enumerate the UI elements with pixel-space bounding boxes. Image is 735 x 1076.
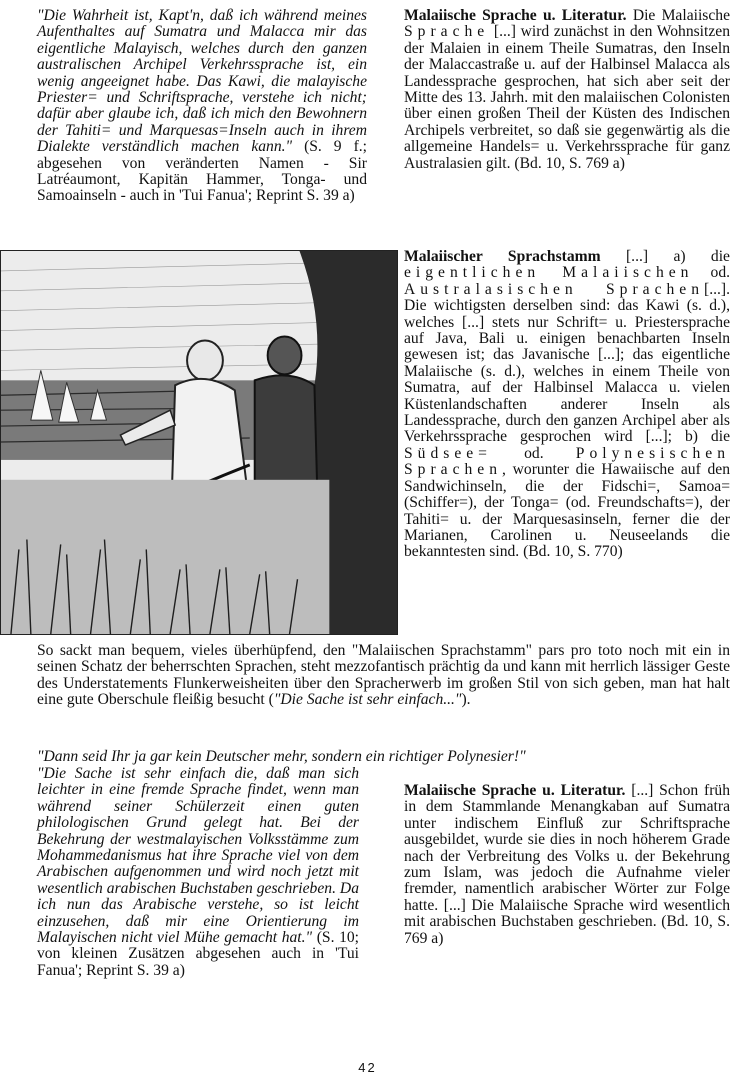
entry-heading: Malaiischer Sprachstamm <box>404 248 601 265</box>
spaced-term: Sprache <box>404 23 490 41</box>
engraving-illustration <box>1 251 397 634</box>
quote-source: (S. 9 f.; abgesehen von veränderten Namen - Sir Latréaumont, Kapitän Hammer, Tonga- und Samoainseln - auch in 'Tui Fanua'; Reprint S. 39 a) <box>37 138 368 205</box>
entry-text: od. <box>693 264 731 282</box>
commentary-paragraph <box>37 643 730 709</box>
spaced-term: eigentlichen Malaiischen <box>404 264 694 282</box>
commentary-text: So sackt man bequem, vieles überhüpfend, den "Malaiischen Sprachstamm" pars pro toto noch mit ein in seinen Schatz der beherrschten Sprachen, steht mezzofantisch prächtig da und kann mit herrlich lässiger Geste des Understatements Flunkerweisheiten über den Spracherwerb im großen Stil von sich geben, man hat halt eine gute Oberschule fleißig besucht ( <box>37 642 730 709</box>
spaced-term: Südsee= <box>404 444 492 462</box>
lexicon-entry-literatur-2 <box>404 783 730 947</box>
spaced-term: Polynesischen Sprachen <box>404 444 730 479</box>
entry-heading: Malaiische Sprache u. Literatur. <box>404 7 627 24</box>
spaced-term: Australasischen Sprachen <box>404 280 705 298</box>
illustration-two-men-at-shore <box>0 250 398 635</box>
entry-text: , worunter die Hawaiische auf den Sandwichinseln, die der Fidschi=, Samoa= (Schiffer=), der Tonga= (od. Freundschafts=), der Tahiti= u. der Marquesasinseln, ferner die der Marianen, Carolinen u. Neuseelands die bekanntesten sind. (Bd. 10, S. 770) <box>404 461 730 561</box>
inline-quote: "Die Sache ist sehr einfach..." <box>273 691 462 709</box>
quote-source: (S. 10; von kleinen Zusätzen abgesehen auch in 'Tui Fanua'; Reprint S. 39 a) <box>37 929 359 979</box>
novel-quote: "Die Sache ist sehr einfach die, daß man sich leichter in eine fremde Sprache findet, wenn man während seiner Schülerzeit einen guten philologischen Grund gelegt hat. Bei der Bekehrung der westmalayischen Volksstämme zum Mohammedanismus hat ihre Sprache viel von dem Arabischen aufgenommen und wird noch jetzt mit wesentlich arabischen Buchstaben geschrieben. Da ich nun das Arabische verstehe, so ist leicht einzusehen, daß mir eine Orientierung im Malayischen nicht viel Mühe gemacht hat." <box>37 765 359 947</box>
bottom-left-quote-block <box>37 766 359 979</box>
entry-text: [...] a) die <box>600 248 730 265</box>
entry-text: od. <box>491 444 576 462</box>
novel-quote: "Die Wahrheit ist, Kapt'n, daß ich während meines Aufenthaltes auf Sumatra und Malacca mir das eigentliche Malayisch, welches durch den ganzen australischen Archipel Verkehrssprache ist, ein wenig angeeignet habe. Das Kawi, die malayische Priester= und Schriftsprache, verstehe ich nicht; dafür aber glaube ich, daß ich mich den Bewohnern der Tahiti= und Marquesas=Inseln auch in ihrem Dialekte verständlich machen kann." <box>37 7 367 156</box>
polynesier-quote: "Dann seid Ihr ja gar kein Deutscher mehr, sondern ein richtiger Polynesier!" <box>37 748 526 765</box>
entry-heading: Malaiische Sprache u. Literatur. <box>404 782 626 799</box>
entry-text: [...] wird zunächst in den Wohnsitzen der Malaien in einem Theile Sumatras, den Inseln der Malaccastraße u. auf der Halbinsel Malacca als Landessprache gesprochen, hat sich aber seit der Mitte des 13. Jahrh. mit den malaiischen Colonisten über einen großen Theil der Küsten des Indischen Archipels verbreitet, so daß sie gegenwärtig als die allgemeine Handels= u. Verkehrssprache für ganz Australasien gilt. (Bd. 10, S. 769 a) <box>404 23 730 172</box>
top-left-quote-block <box>37 8 367 205</box>
entry-text: Die Malaiische <box>626 7 730 24</box>
entry-text: [...]. Die wichtigsten derselben sind: das Kawi (s. d.), welches [...] stets nur Schrift= u. Priestersprache auf Java, Bali u. einigen benachbarten Inseln gewesen ist; das Javanische [...]; das eigentliche Malaiische (s. d.), welches in einem Theile von Sumatra, auf der Halbinsel Malacca u. vielen Küstenlandschaften anderer Inseln als Landessprache, durch den ganzen Archipel aber als Verkehrssprache gesprochen wird [...]; b) die <box>404 280 730 446</box>
lexicon-entry-sprachstamm <box>404 249 730 561</box>
entry-text: [...] Schon früh in dem Stammlande Menangkaban auf Sumatra unter indischem Einfluß zur Schriftsprache ausgebildet, wurde sie dies in noch höherem Grade nach der Verbreitung des Volks u. der Bekehrung zum Islam, was jedoch die Aufnahme vieler fremder, namentlich arabischer Wörter zur Folge hatte. [...] Die Malaiische Sprache wird wesentlich mit arabischen Buchstaben geschrieben. (Bd. 10, S. 769 a) <box>404 782 730 947</box>
page-number: 42 <box>358 1060 377 1075</box>
lexicon-entry-literatur <box>404 8 730 172</box>
commentary-end: ). <box>461 691 471 709</box>
